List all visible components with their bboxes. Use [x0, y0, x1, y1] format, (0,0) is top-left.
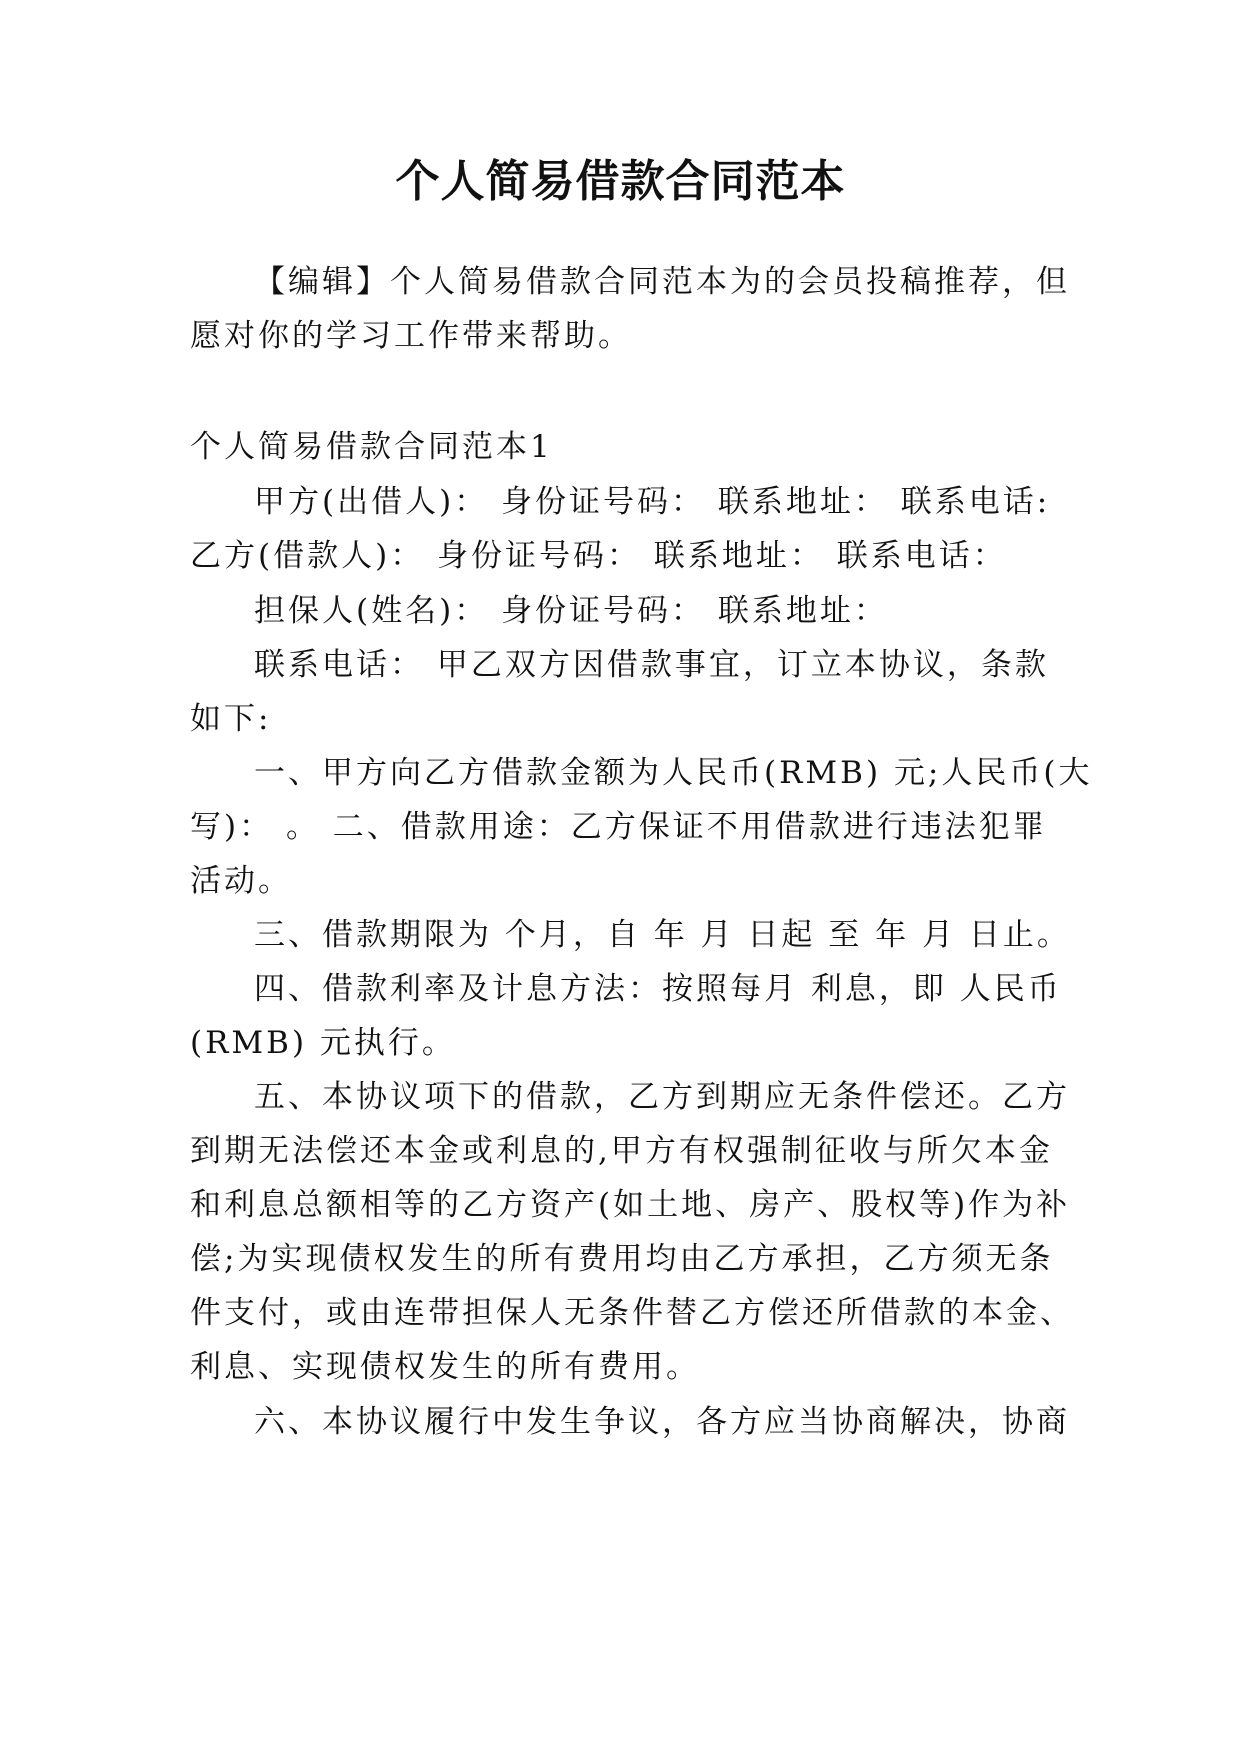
- document-title: 个人简易借款合同范本: [395, 156, 846, 207]
- guarantor-line: 担保人(姓名)： 身份证号码： 联系地址：: [254, 593, 888, 629]
- clause-5-line-3: 和利息总额相等的乙方资产(如土地、房产、股权等)作为补: [190, 1187, 1071, 1223]
- party-a-line: 甲方(出借人)： 身份证号码： 联系地址： 联系电话:: [254, 484, 1051, 520]
- clause-5-line-4: 偿;为实现债权发生的所有费用均由乙方承担，乙方须无条: [190, 1241, 1054, 1277]
- contact-line-cont: 如下:: [190, 701, 272, 737]
- clause-1-line-2: 写)： 。 二、借款用途：乙方保证不用借款进行违法犯罪: [190, 809, 1047, 845]
- contact-line: 联系电话： 甲乙双方因借款事宜，订立本协议，条款: [254, 647, 1049, 683]
- clause-4-line-2: (RMB) 元执行。: [190, 1025, 456, 1061]
- party-b-line: 乙方(借款人)： 身份证号码： 联系地址： 联系电话：: [190, 538, 1007, 574]
- clause-1-line-1: 一、甲方向乙方借款金额为人民币(RMB) 元;人民币(大: [254, 755, 1093, 791]
- clause-5-line-2: 到期无法偿还本金或利息的,甲方有权强制征收与所欠本金: [190, 1133, 1053, 1169]
- clause-6-line-1: 六、本协议履行中发生争议，各方应当协商解决，协商: [254, 1404, 1070, 1440]
- clause-5-line-1: 五、本协议项下的借款，乙方到期应无条件偿还。乙方: [254, 1079, 1070, 1115]
- clause-5-line-5: 件支付，或由连带担保人无条件替乙方偿还所借款的本金、: [190, 1295, 1074, 1331]
- clause-3-line: 三、借款期限为 个月，自 年 月 日起 至 年 月 日止。: [254, 917, 1071, 953]
- clause-5-line-6: 利息、实现债权发生的所有费用。: [190, 1349, 700, 1385]
- intro-line-1: 【编辑】个人简易借款合同范本为的会员投稿推荐，但: [254, 264, 1070, 300]
- intro-line-2: 愿对你的学习工作带来帮助。: [190, 318, 632, 354]
- clause-2-line-end: 活动。: [190, 863, 292, 899]
- clause-4-line-1: 四、借款利率及计息方法：按照每月 利息，即 人民币: [254, 971, 1062, 1007]
- section-heading: 个人简易借款合同范本1: [190, 429, 553, 465]
